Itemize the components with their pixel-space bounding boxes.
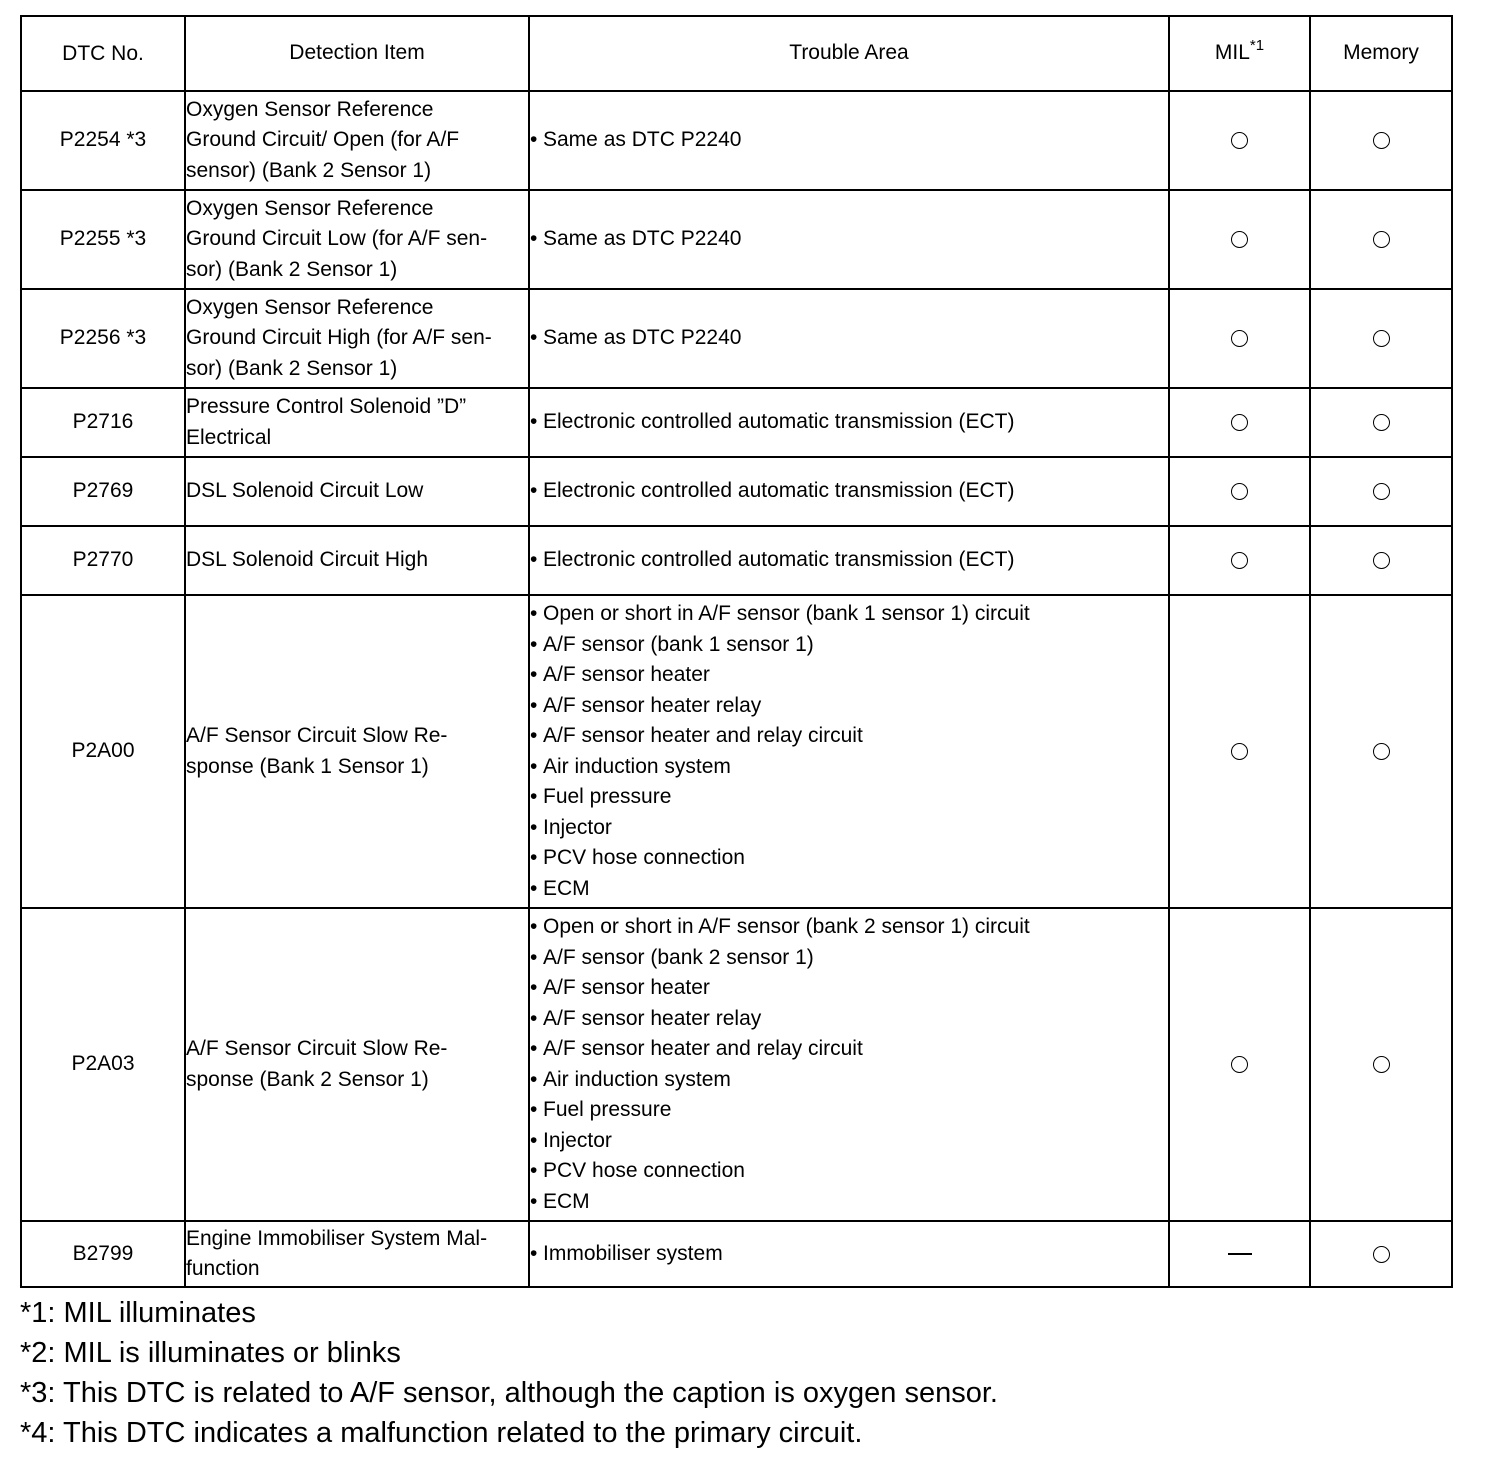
trouble-area-cell xyxy=(529,388,1169,457)
detection-item-line: sponse (Bank 2 Sensor 1) xyxy=(186,1067,429,1091)
circle-icon xyxy=(1373,132,1390,149)
trouble-area-text: Same as DTC P2240 xyxy=(543,128,742,152)
trouble-area-item xyxy=(530,125,1168,156)
trouble-area-text: A/F sensor heater xyxy=(543,663,710,686)
table-row xyxy=(21,91,1452,190)
mil-cell xyxy=(1169,388,1310,457)
bullet-icon: • xyxy=(530,1098,538,1121)
detection-item-line: Ground Circuit High (for A/F sen- xyxy=(186,326,492,350)
header-detection-item: Detection Item xyxy=(185,16,529,91)
trouble-area-text: Injector xyxy=(543,1128,612,1152)
detection-item-cell xyxy=(185,190,529,289)
detection-item-line: DSL Solenoid Circuit High xyxy=(186,548,429,572)
circle-icon xyxy=(1231,483,1248,500)
bullet-icon: • xyxy=(530,1241,538,1265)
bullet-icon: • xyxy=(530,945,538,969)
mil-cell xyxy=(1169,289,1310,388)
detection-item-line: sensor) (Bank 2 Sensor 1) xyxy=(186,158,432,182)
trouble-area-text: A/F sensor heater and relay circuit xyxy=(543,1037,863,1060)
dtc-table xyxy=(20,15,1453,1288)
trouble-area-text: Fuel pressure xyxy=(543,1098,672,1121)
memory-cell xyxy=(1310,908,1452,1221)
circle-icon xyxy=(1373,1056,1390,1073)
trouble-area-text: Same as DTC P2240 xyxy=(543,227,742,251)
header-mil-note: *1 xyxy=(1249,37,1265,55)
header-trouble-area: Trouble Area xyxy=(529,16,1169,91)
trouble-area-item xyxy=(530,660,1168,691)
footnotes xyxy=(20,1293,998,1453)
trouble-area-text: Immobiliser system xyxy=(543,1241,723,1265)
table-row xyxy=(21,595,1452,908)
detection-item-line: DSL Solenoid Circuit Low xyxy=(186,479,424,503)
trouble-area-text: A/F sensor heater relay xyxy=(543,693,762,717)
table-body xyxy=(21,91,1452,1287)
memory-cell xyxy=(1310,289,1452,388)
trouble-area-item xyxy=(530,752,1168,783)
trouble-area-item xyxy=(530,407,1168,438)
mil-cell xyxy=(1169,91,1310,190)
detection-item-cell xyxy=(185,1221,529,1287)
circle-icon xyxy=(1373,1246,1390,1263)
trouble-area-item xyxy=(530,1095,1168,1126)
header-mil xyxy=(1169,16,1310,91)
dtc-code-cell: P2A00 xyxy=(21,595,185,908)
detection-item-cell xyxy=(185,908,529,1221)
trouble-area-item xyxy=(530,912,1168,943)
footnote: *4: This DTC indicates a malfunction related to the primary circuit. xyxy=(20,1417,863,1449)
trouble-area-cell xyxy=(529,526,1169,595)
dtc-code-cell: B2799 xyxy=(21,1221,185,1287)
bullet-icon: • xyxy=(530,976,538,999)
mil-cell xyxy=(1169,1221,1310,1287)
bullet-icon: • xyxy=(530,724,538,747)
trouble-area-cell xyxy=(529,1221,1169,1287)
detection-item-cell xyxy=(185,526,529,595)
circle-icon xyxy=(1373,552,1390,569)
dtc-code-cell: P2716 xyxy=(21,388,185,457)
memory-cell xyxy=(1310,190,1452,289)
memory-cell xyxy=(1310,595,1452,908)
trouble-area-item xyxy=(530,721,1168,752)
bullet-icon: • xyxy=(530,128,538,152)
bullet-icon: • xyxy=(530,1037,538,1060)
trouble-area-item xyxy=(530,545,1168,576)
circle-icon xyxy=(1231,132,1248,149)
trouble-area-cell xyxy=(529,457,1169,526)
circle-icon xyxy=(1373,231,1390,248)
bullet-icon: • xyxy=(530,548,538,572)
memory-cell xyxy=(1310,388,1452,457)
trouble-area-text: A/F sensor (bank 1 sensor 1) xyxy=(543,632,814,656)
detection-item-line: Pressure Control Solenoid ”D” xyxy=(186,395,467,418)
circle-icon xyxy=(1231,1056,1248,1073)
bullet-icon: • xyxy=(530,1067,538,1091)
memory-cell xyxy=(1310,526,1452,595)
circle-icon xyxy=(1231,743,1248,760)
trouble-area-text: ECM xyxy=(543,1189,590,1213)
trouble-area-cell xyxy=(529,91,1169,190)
trouble-area-cell xyxy=(529,289,1169,388)
footnote: *1: MIL illuminates xyxy=(20,1297,256,1329)
detection-item-cell xyxy=(185,457,529,526)
trouble-area-text: Open or short in A/F sensor (bank 1 sensor 1) circuit xyxy=(543,602,1030,625)
detection-item-cell xyxy=(185,595,529,908)
dtc-code-cell: P2769 xyxy=(21,457,185,526)
trouble-area-item xyxy=(530,782,1168,813)
trouble-area-text: A/F sensor heater and relay circuit xyxy=(543,724,863,747)
mil-cell xyxy=(1169,595,1310,908)
trouble-area-text: A/F sensor (bank 2 sensor 1) xyxy=(543,945,814,969)
trouble-area-text: Electronic controlled automatic transmission (ECT) xyxy=(543,410,1015,434)
trouble-area-item xyxy=(530,224,1168,255)
detection-item-line: Oxygen Sensor Reference xyxy=(186,196,434,220)
trouble-area-item xyxy=(530,874,1168,905)
trouble-area-text: PCV hose connection xyxy=(543,1159,745,1182)
mil-cell xyxy=(1169,908,1310,1221)
bullet-icon: • xyxy=(530,754,538,778)
bullet-icon: • xyxy=(530,410,538,434)
circle-icon xyxy=(1373,414,1390,431)
trouble-area-text: PCV hose connection xyxy=(543,846,745,869)
footnote: *3: This DTC is related to A/F sensor, although the caption is oxygen sensor. xyxy=(20,1377,998,1409)
detection-item-line: Engine Immobiliser System Mal- xyxy=(186,1226,488,1250)
trouble-area-cell xyxy=(529,908,1169,1221)
mil-cell xyxy=(1169,190,1310,289)
bullet-icon: • xyxy=(530,915,538,938)
trouble-area-item xyxy=(530,1156,1168,1187)
memory-cell xyxy=(1310,457,1452,526)
detection-item-line: sor) (Bank 2 Sensor 1) xyxy=(186,257,398,281)
mil-cell xyxy=(1169,457,1310,526)
footnote: *2: MIL is illuminates or blinks xyxy=(20,1337,401,1369)
memory-cell xyxy=(1310,91,1452,190)
trouble-area-item xyxy=(530,1004,1168,1035)
bullet-icon: • xyxy=(530,632,538,656)
bullet-icon: • xyxy=(530,1006,538,1030)
trouble-area-text: Open or short in A/F sensor (bank 2 sensor 1) circuit xyxy=(543,915,1030,938)
bullet-icon: • xyxy=(530,1128,538,1152)
mil-cell xyxy=(1169,526,1310,595)
trouble-area-item xyxy=(530,1126,1168,1157)
trouble-area-item xyxy=(530,843,1168,874)
trouble-area-item xyxy=(530,630,1168,661)
bullet-icon: • xyxy=(530,693,538,717)
bullet-icon: • xyxy=(530,815,538,839)
trouble-area-item xyxy=(530,1187,1168,1218)
table-header-row xyxy=(21,16,1452,91)
dash-icon xyxy=(1228,1253,1252,1255)
circle-icon xyxy=(1231,330,1248,347)
table-row xyxy=(21,457,1452,526)
detection-item-cell xyxy=(185,388,529,457)
trouble-area-item xyxy=(530,323,1168,354)
trouble-area-item xyxy=(530,1065,1168,1096)
trouble-area-item xyxy=(530,691,1168,722)
trouble-area-cell xyxy=(529,190,1169,289)
dtc-code-cell: P2256 *3 xyxy=(21,289,185,388)
trouble-area-item xyxy=(530,943,1168,974)
detection-item-line: Electrical xyxy=(186,425,272,449)
bullet-icon: • xyxy=(530,227,538,251)
circle-icon xyxy=(1231,414,1248,431)
dtc-code-cell: P2254 *3 xyxy=(21,91,185,190)
detection-item-cell xyxy=(185,289,529,388)
trouble-area-text: A/F sensor heater xyxy=(543,976,710,999)
bullet-icon: • xyxy=(530,846,538,869)
trouble-area-text: Air induction system xyxy=(543,754,731,778)
trouble-area-cell xyxy=(529,595,1169,908)
detection-item-line: sor) (Bank 2 Sensor 1) xyxy=(186,356,398,380)
circle-icon xyxy=(1231,231,1248,248)
trouble-area-item xyxy=(530,1034,1168,1065)
detection-item-line: A/F Sensor Circuit Slow Re- xyxy=(186,1037,448,1060)
bullet-icon: • xyxy=(530,1189,538,1213)
circle-icon xyxy=(1373,330,1390,347)
trouble-area-text: Injector xyxy=(543,815,612,839)
trouble-area-item xyxy=(530,813,1168,844)
table-row xyxy=(21,1221,1452,1287)
header-dtc-no: DTC No. xyxy=(21,16,185,91)
header-mil-label: MIL xyxy=(1214,41,1250,65)
bullet-icon: • xyxy=(530,602,538,625)
detection-item-line: A/F Sensor Circuit Slow Re- xyxy=(186,724,448,747)
circle-icon xyxy=(1373,743,1390,760)
trouble-area-text: A/F sensor heater relay xyxy=(543,1006,762,1030)
circle-icon xyxy=(1373,483,1390,500)
table-row xyxy=(21,289,1452,388)
memory-cell xyxy=(1310,1221,1452,1287)
detection-item-line: Ground Circuit Low (for A/F sen- xyxy=(186,227,488,251)
trouble-area-item xyxy=(530,1239,1168,1270)
bullet-icon: • xyxy=(530,663,538,686)
detection-item-line: Oxygen Sensor Reference xyxy=(186,295,434,319)
table-row xyxy=(21,388,1452,457)
dtc-code-cell: P2A03 xyxy=(21,908,185,1221)
detection-item-cell xyxy=(185,91,529,190)
trouble-area-text: Electronic controlled automatic transmission (ECT) xyxy=(543,479,1015,503)
detection-item-line: function xyxy=(186,1257,260,1280)
trouble-area-item xyxy=(530,973,1168,1004)
trouble-area-text: ECM xyxy=(543,876,590,900)
bullet-icon: • xyxy=(530,479,538,503)
detection-item-line: Ground Circuit/ Open (for A/F xyxy=(186,128,460,152)
table-row xyxy=(21,190,1452,289)
bullet-icon: • xyxy=(530,876,538,900)
table-row xyxy=(21,908,1452,1221)
dtc-code-cell: P2255 *3 xyxy=(21,190,185,289)
trouble-area-text: Fuel pressure xyxy=(543,785,672,808)
table-row xyxy=(21,526,1452,595)
header-memory: Memory xyxy=(1310,16,1452,91)
bullet-icon: • xyxy=(530,326,538,350)
bullet-icon: • xyxy=(530,1159,538,1182)
detection-item-line: Oxygen Sensor Reference xyxy=(186,97,434,121)
bullet-icon: • xyxy=(530,785,538,808)
trouble-area-text: Same as DTC P2240 xyxy=(543,326,742,350)
trouble-area-item xyxy=(530,599,1168,630)
detection-item-line: sponse (Bank 1 Sensor 1) xyxy=(186,754,429,778)
trouble-area-item xyxy=(530,476,1168,507)
trouble-area-text: Electronic controlled automatic transmission (ECT) xyxy=(543,548,1015,572)
circle-icon xyxy=(1231,552,1248,569)
dtc-code-cell: P2770 xyxy=(21,526,185,595)
trouble-area-text: Air induction system xyxy=(543,1067,731,1091)
